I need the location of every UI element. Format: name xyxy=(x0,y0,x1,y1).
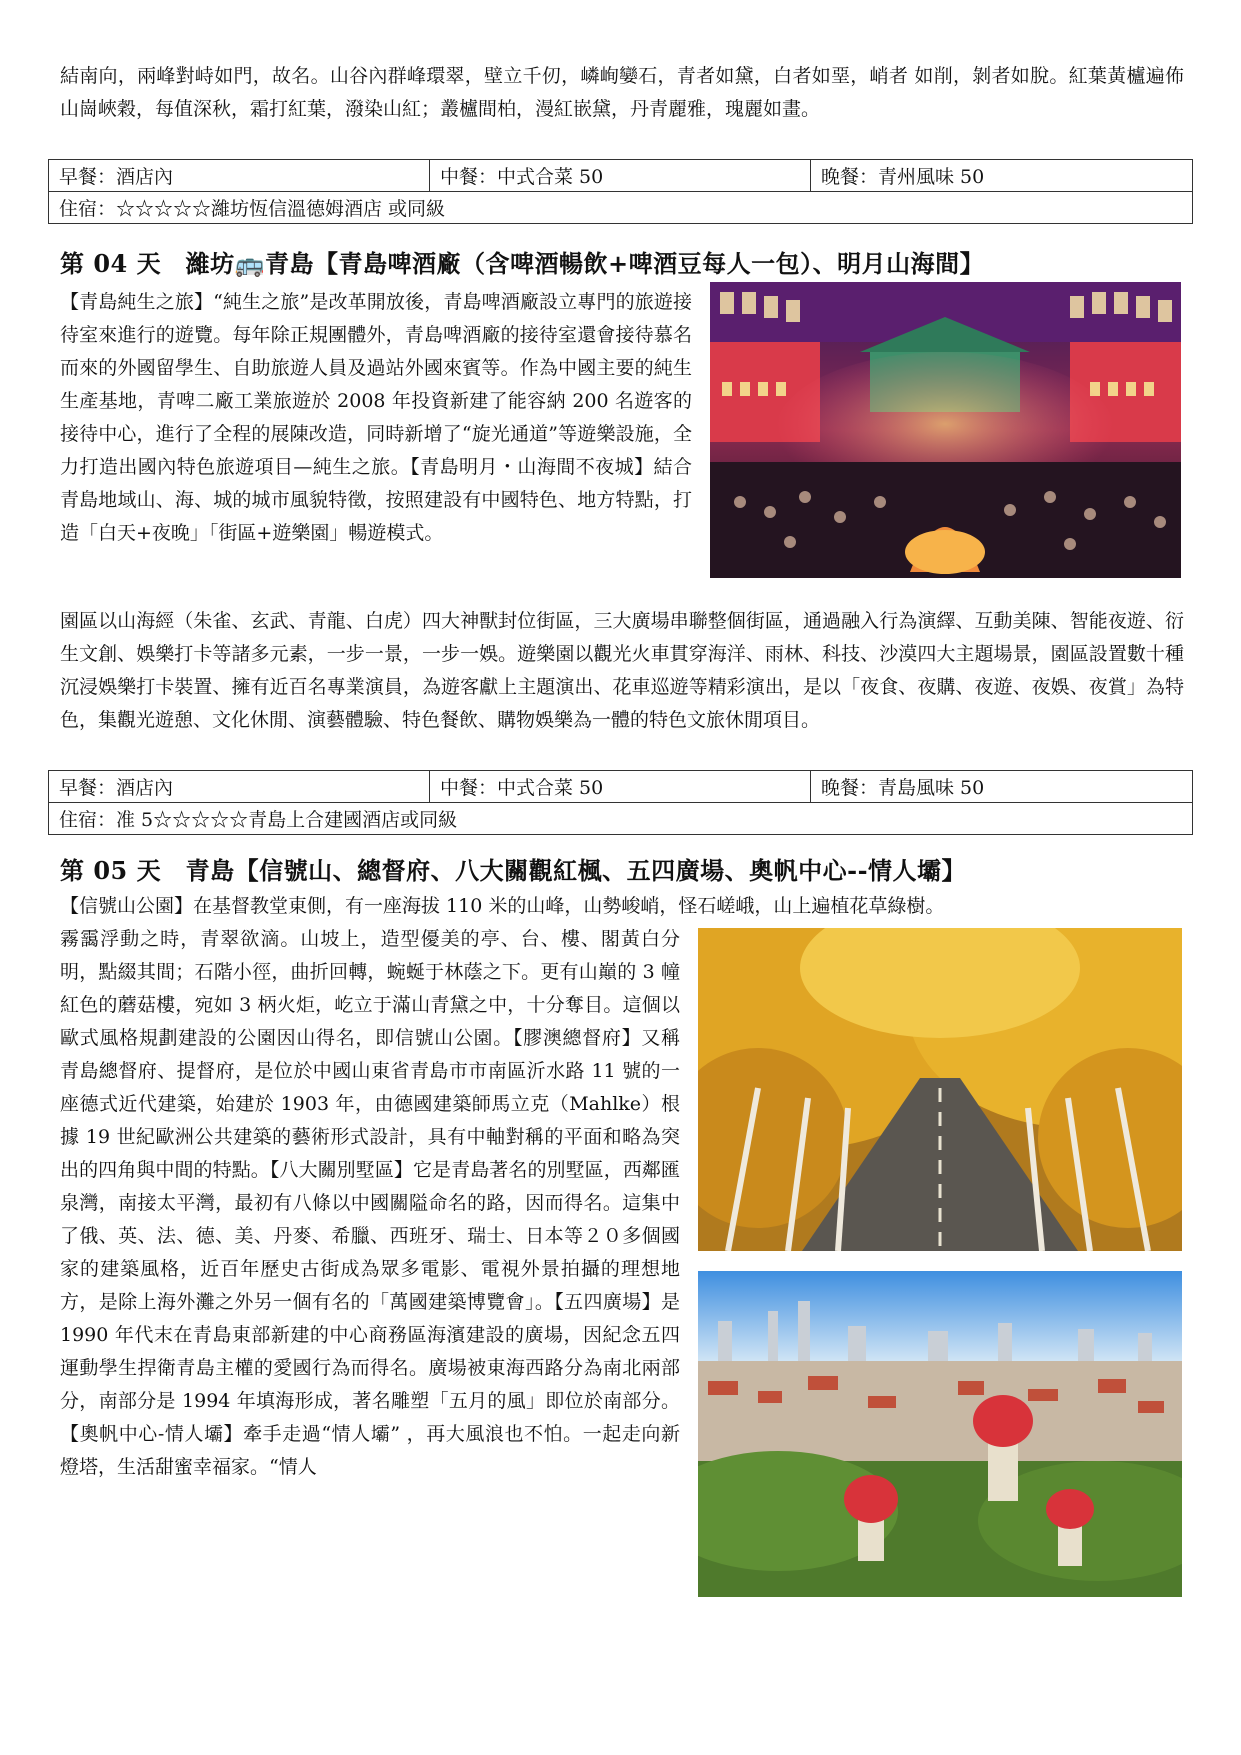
day5-paragraph-line1: 【信號山公園】在基督教堂東側，有一座海拔 110 米的山峰，山勢峻峭，怪石嵯峨，山上遍植花草綠樹。 xyxy=(60,895,945,917)
hotel-cell: 住宿：准 5☆☆☆☆☆青島上合建國酒店或同級 xyxy=(49,803,1193,835)
intro-paragraph: 結南向，兩峰對峙如門，故名。山谷內群峰環翠，壁立千仞，嶙峋孌石，青者如黛，白者如堊，峭者 如削，剝者如脫。紅葉黃櫨遍佈山崗峽穀，每值深秋，霜打紅葉，潑染山紅；叢櫨間柏，漫紅嵌黛，丹青麗雅，瑰麗如畫。 xyxy=(60,65,1184,120)
day5-paragraph-body: 霧靄浮動之時，青翠欲滴。山坡上，造型優美的亭、台、樓、閣黃白分明，點綴其間；石階小徑，曲折回轉，蜿蜒于林蔭之下。更有山巔的 3 幢紅色的蘑菇樓，宛如 3 柄火炬，屹立于滿山青黛之中，十分奪目。這個以歐式風格規劃建設的公園因山得名，即信號山公園。【膠澳總督府】又稱 青島總督府、提督府，是位於中國山東省青島市市南區沂水路 11 號的一座德式近代建築，始建於 1903 年，由德國建築師馬立克（Mahlke）根據 19 世紀歐洲公共建築的藝術形式設計，具有中軸對稱的平面和略為突出的四角與中間的特點。【八大關別墅區】它是青島著名的別墅區，西鄰匯泉灣，南接太平灣，最初有八條以中國關隘命名的路，因而得名。這集中了俄、英、法、德、美、丹麥、希臘、西班牙、瑞士、日本等２０多個國家的建築風格，近百年歷史古街成為眾多電影、電視外景拍攝的理想地方，是除上海外灘之外另一個有名的「萬國建築博覽會」。【五四廣場】是 1990 年代末在青島東部新建的中心商務區海濱建設的廣場，因紀念五四運動學生捍衛青島主權的愛國行為而得名。廣場被東海西路分為南北兩部分，南部分是 1994 年填海形成，著名雕塑「五月的風」即位於南部分。【奧帆中心-情人壩】牽手走過“情人壩” ，再大風浪也不怕。一起走向新燈塔，生活甜蜜幸福家。“情人 xyxy=(60,928,680,1478)
dinner-cell: 晚餐：青島風味 50 xyxy=(811,771,1193,803)
night-city-photo xyxy=(710,282,1181,578)
meals-table-day3 xyxy=(48,159,1193,224)
meals-table-day4 xyxy=(48,770,1193,835)
breakfast-cell: 早餐：酒店內 xyxy=(49,160,430,192)
day4-title: 第 04 天 濰坊🚌青島【青島啤酒廠（含啤酒暢飲+啤酒豆每人一包）、明月山海間】 xyxy=(60,249,985,278)
day4-paragraph-top: 【青島純生之旅】“純生之旅”是改革開放後，青島啤酒廠設立專門的旅遊接待室來進行的遊覽。每年除正規團體外，青島啤酒廠的接待室還會接待慕名而來的外國留學生、自助旅遊人員及過站外國來賓等。作為中國主要的純生生產基地，青啤二廠工業旅遊於 2008 年投資新建了能容納 200 名遊客的接待中心，進行了全程的展陳改造，同時新增了“旋光通道”等遊樂設施，全力打造出國內特色旅遊項目—純生之旅。【青島明月・山海間不夜城】結合青島地域山、海、城的城市風貌特徵，按照建設有中國特色、地方特點，打造「白天+夜晚」「街區+遊樂園」暢遊模式。 xyxy=(60,291,692,544)
breakfast-cell: 早餐：酒店內 xyxy=(49,771,430,803)
day5-title: 第 05 天 青島【信號山、總督府、八大關觀紅楓、五四廣場、奧帆中心--情人壩】 xyxy=(60,856,967,885)
ginkgo-avenue-photo xyxy=(698,928,1182,1251)
hotel-cell: 住宿：☆☆☆☆☆濰坊恆信溫德姆酒店 或同級 xyxy=(49,192,1193,224)
lunch-cell: 中餐：中式合菜 50 xyxy=(430,160,811,192)
dinner-cell: 晚餐：青州風味 50 xyxy=(811,160,1193,192)
day4-paragraph-full: 園區以山海經（朱雀、玄武、青龍、白虎）四大神獸封位街區，三大廣場串聯整個街區，通過融入行為演繹、互動美陳、智能夜遊、衍生文創、娛樂打卡等諸多元素，一步一景，一步一娛。遊樂園以觀光火車貫穿海洋、雨林、科技、沙漠四大主題場景，園區設置數十種沉浸娛樂打卡裝置、擁有近百名專業演員，為遊客獻上主題演出、花車巡遊等精彩演出，是以「夜食、夜購、夜遊、夜娛、夜賞」為特色，集觀光遊憩、文化休閒、演藝體驗、特色餐飲、購物娛樂為一體的特色文旅休閒項目。 xyxy=(60,610,1184,731)
night-city-illustration xyxy=(710,282,1181,578)
signal-hill-photo xyxy=(698,1271,1182,1597)
signal-hill-illustration xyxy=(698,1271,1182,1597)
ginkgo-avenue-illustration xyxy=(698,928,1182,1251)
lunch-cell: 中餐：中式合菜 50 xyxy=(430,771,811,803)
